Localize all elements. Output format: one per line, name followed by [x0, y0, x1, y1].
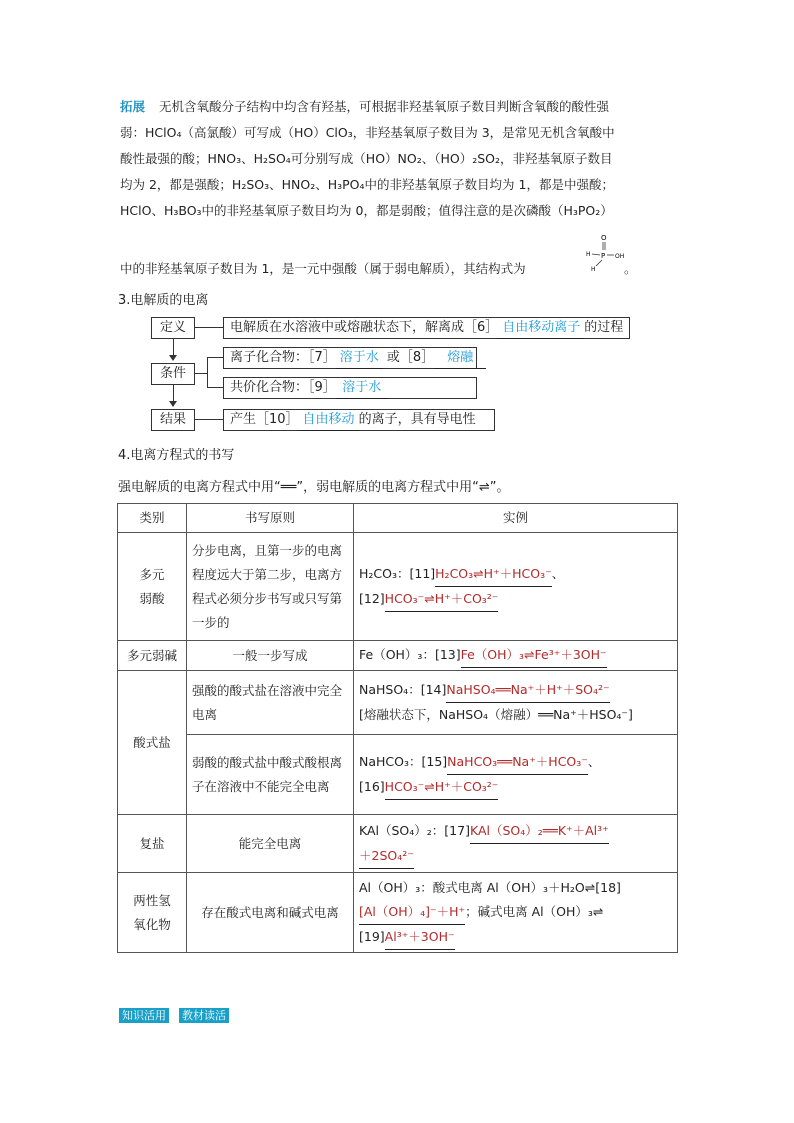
extension-line-6: 中的非羟基氧原子数目为 1，是一元中强酸（属于弱电解质），其结构式为 — [120, 261, 526, 276]
category-cell: 多元弱碱 — [118, 641, 187, 671]
rule-cell: 分步电离，且第一步的电离程度远大于第二步，电离方程式必须分步书写或只写第一步的 — [187, 533, 354, 641]
answer-16: HCO₃⁻⇌H⁺＋CO₃²⁻ — [385, 775, 499, 800]
answer-17-cont: ＋2SO₄²⁻ — [359, 844, 414, 869]
table-row — [118, 671, 678, 735]
table-row — [118, 533, 678, 641]
covalent-compound-box — [223, 377, 477, 399]
definition-box — [223, 317, 630, 339]
extension-line-3: 酸性最强的酸；HNO₃、H₂SO₄可分别写成（HO）NO₂、（HO）₂SO₂，非羟基氧原子数目 — [120, 151, 613, 166]
rule-cell: 强酸的酸式盐在溶液中完全电离 — [187, 671, 354, 735]
covalent-answer-9: 溶于水 — [336, 378, 388, 399]
answer-11: H₂CO₃⇌H⁺＋HCO₃⁻ — [435, 562, 552, 587]
rule-cell: 一般一步写成 — [187, 641, 354, 671]
definition-answer: 自由移动离子 — [498, 318, 584, 339]
ionic-answer-7: 溶于水 — [336, 348, 383, 369]
section4-title: 4.电离方程式的书写 — [118, 448, 235, 463]
category-cell: 酸式盐 — [118, 671, 187, 815]
ionic-pre: 离子化合物：［7］ — [230, 350, 336, 365]
result-box — [223, 409, 495, 431]
section3-title: 3.电解质的电离 — [118, 293, 209, 308]
molten-note: [熔融状态下，NaHSO₄（熔融）══Na⁺＋HSO₄⁻] — [359, 707, 633, 722]
header-category: 类别 — [118, 504, 187, 533]
answer-13: Fe（OH）₃⇌Fe³⁺＋3OH⁻ — [461, 643, 607, 668]
extension-line-1 — [120, 94, 609, 120]
extension-line-4: 均为 2，都是强酸；H₂SO₃、HNO₂、H₃PO₄中的非羟基氧原子数目均为 1，都是中强酸； — [120, 177, 614, 192]
result-label-box: 结果 — [151, 409, 195, 431]
answer-18: [Al（OH）₄]⁻＋H⁺ — [359, 900, 465, 925]
definition-text-post: 的过程 — [584, 320, 624, 335]
ionic-mid: 或［8］ — [382, 350, 435, 365]
h3po2-structure-diagram — [584, 232, 626, 274]
answer-19: Al³⁺＋3OH⁻ — [385, 925, 455, 950]
header-example: 实例 — [354, 504, 678, 533]
example-cell: NaHCO₃：[15]NaHCO₃══Na⁺＋HCO₃⁻、 [16]HCO₃⁻⇌H⁺＋CO₃²⁻ — [354, 735, 678, 815]
definition-label-box: 定义 — [151, 317, 195, 339]
category-cell: 两性氢 氧化物 — [118, 873, 187, 953]
covalent-pre: 共价化合物：［9］ — [230, 380, 336, 395]
example-cell: H₂CO₃：[11]H₂CO₃⇌H⁺＋HCO₃⁻、 [12]HCO₃⁻⇌H⁺＋CO₃²⁻ — [354, 533, 678, 641]
extension-line-2: 弱：HClO₄（高氯酸）可写成（HO）ClO₃，非羟基氧原子数目为 3，是常见无机含氧酸中 — [120, 125, 615, 140]
ionic-answer-8: 熔融 — [434, 348, 486, 369]
table-row — [118, 815, 678, 873]
example-cell: Fe（OH）₃：[13]Fe（OH）₃⇌Fe³⁺＋3OH⁻ — [354, 641, 678, 671]
extension-line-5: HClO、H₃BO₃中的非羟基氧原子数目均为 0，都是弱酸；值得注意的是次磷酸（H₃PO₂） — [120, 203, 613, 218]
result-answer: 自由移动 — [299, 410, 359, 431]
ionic-compound-box — [223, 347, 477, 369]
table-row — [118, 873, 678, 953]
table-row — [118, 641, 678, 671]
table-row — [118, 735, 678, 815]
structure-oh: OH — [615, 253, 625, 260]
structure-atom-p: P — [601, 252, 606, 260]
ionization-rules-table — [117, 503, 678, 953]
result-post: 的离子，具有导电性 — [358, 412, 476, 427]
rule-cell: 存在酸式电离和碱式电离 — [187, 873, 354, 953]
extension-end-mark: 。 — [624, 261, 637, 276]
example-cell: KAl（SO₄）₂：[17]KAl（SO₄）₂══K⁺＋Al³⁺ ＋2SO₄²⁻ — [354, 815, 678, 873]
structure-h2: H — [591, 266, 596, 273]
answer-14: NaHSO₄══Na⁺＋H⁺＋SO₄²⁻ — [446, 678, 609, 703]
result-pre: 产生［10］ — [230, 412, 299, 427]
extension-text-1: 无机含氧酸分子结构中均含有羟基，可根据非羟基氧原子数目判断含氧酸的酸性强 — [159, 99, 610, 114]
table-header-row — [118, 504, 678, 533]
example-cell: NaHSO₄：[14]NaHSO₄══Na⁺＋H⁺＋SO₄²⁻ [熔融状态下，NaHSO₄（熔融）══Na⁺＋HSO₄⁻] — [354, 671, 678, 735]
answer-12: HCO₃⁻⇌H⁺＋CO₃²⁻ — [385, 587, 499, 612]
rule-cell: 弱酸的酸式盐中酸式酸根离子在溶液中不能完全电离 — [187, 735, 354, 815]
tag-textbook-reading: 教材读活 — [179, 1008, 229, 1023]
example-cell: Al（OH）₃：酸式电离 Al（OH）₃＋H₂O⇌[18] [Al（OH）₄]⁻＋H⁺；碱式电离 Al（OH）₃⇌ [19]Al³⁺＋3OH⁻ — [354, 873, 678, 953]
header-rule: 书写原则 — [187, 504, 354, 533]
answer-17: KAl（SO₄）₂══K⁺＋Al³⁺ — [470, 819, 609, 844]
rule-cell: 能完全电离 — [187, 815, 354, 873]
tag-knowledge-application: 知识活用 — [119, 1008, 169, 1023]
structure-atom-o: O — [601, 234, 607, 242]
extension-label: 拓展 — [120, 99, 146, 114]
answer-15: NaHCO₃══Na⁺＋HCO₃⁻ — [447, 750, 588, 775]
category-cell: 复盐 — [118, 815, 187, 873]
category-cell: 多元 弱酸 — [118, 533, 187, 641]
condition-label-box: 条件 — [151, 363, 195, 385]
section4-intro: 强电解质的电离方程式中用“══”，弱电解质的电离方程式中用“⇌”。 — [118, 480, 510, 495]
definition-text-pre: 电解质在水溶液中或熔融状态下，解离成［6］ — [230, 320, 499, 335]
structure-h1: H — [586, 251, 591, 258]
